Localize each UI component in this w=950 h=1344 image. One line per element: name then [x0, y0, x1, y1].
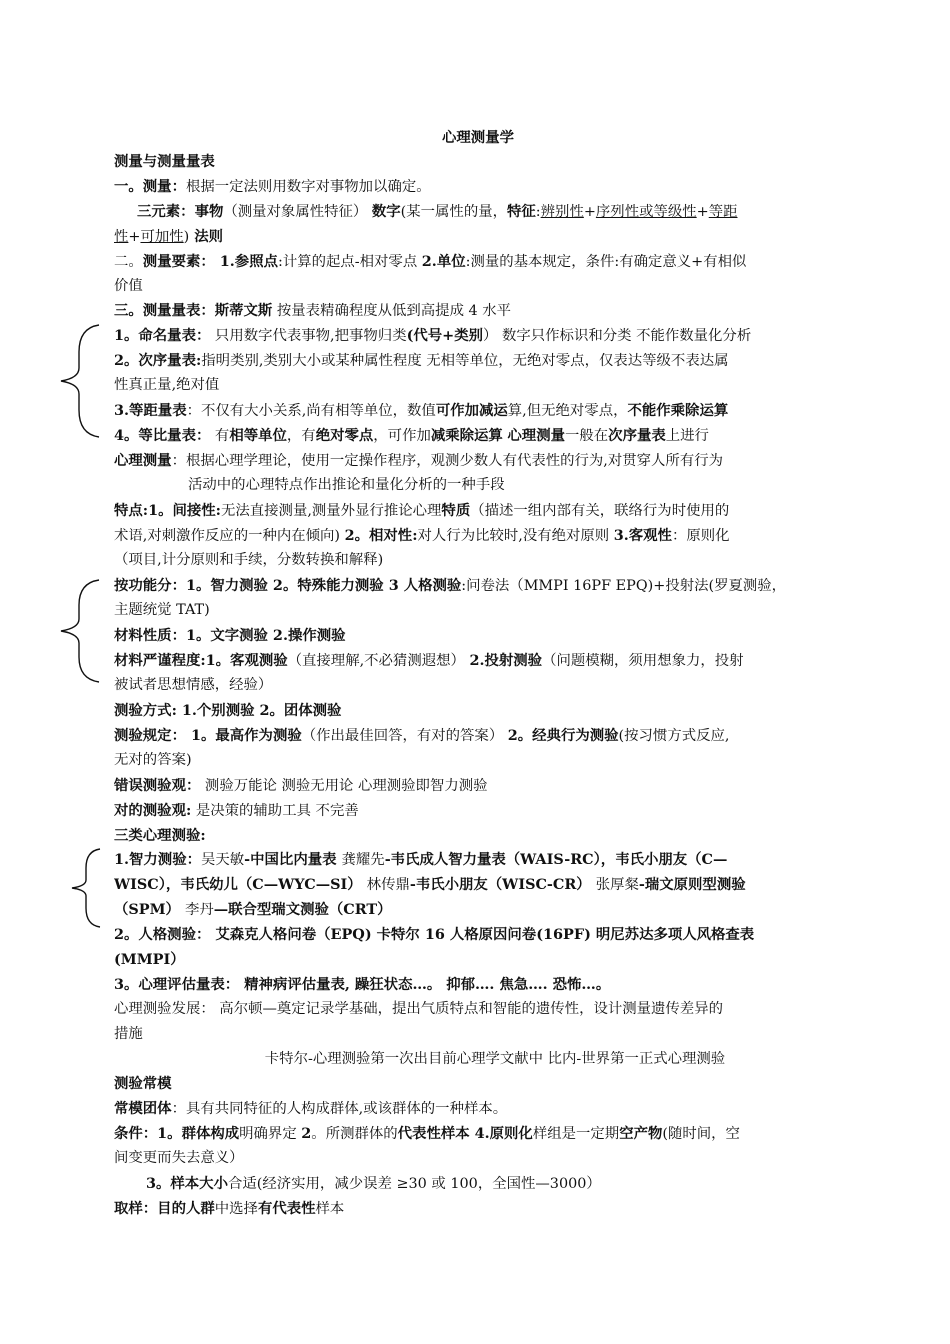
line-scales-intro: 三。测量量表：斯蒂文斯 按量表精确程度从低到高提成 4 水平: [114, 302, 512, 319]
line-intelligence-test-cont: WISC），韦氏幼儿（C—WYC—SI） 林传鼎-韦氏小朋友（WISC-CR） 张厚粲-瑞文原则型测验: [114, 876, 746, 893]
line-intelligence-test-cont-2: （SPM） 李丹—联合型瑞文测验（CRT）: [114, 901, 392, 918]
line-intelligence-test: 1.智力测验：吴天敏-中国比内量表 龚耀先-韦氏成人智力量表（WAIS-RC），韦氏小朋友（C—: [114, 851, 728, 868]
line-by-function-cont: 主题统觉 TAT): [114, 602, 210, 618]
line-test-mode: 测验方式: 1.个别测验 2。团体测验: [114, 702, 342, 719]
line-interval-scale: 3.等距量表：不仅有大小关系,尚有相等单位，数值可作加减运算,但无绝对零点，不能作乘除运算: [114, 402, 729, 419]
line-features: 特点:1。间接性:无法直接测量,测量外显行推论心理特质（描述一组内部有关，联络行为时使用的: [114, 502, 730, 519]
line-ratio-scale: 4。等比量表： 有相等单位，有绝对零点，可作加减乘除运算 心理测量一般在次序量表上进行: [114, 427, 709, 444]
line-cattell-binet: 卡特尔-心理测验第一次出目前心理学文献中 比内-世界第一正式心理测验: [264, 1051, 726, 1067]
line-personality-test: 2。人格测验： 艾森克人格问卷（EPQ) 卡特尔 16 人格原因问卷(16PF) 明尼苏达多项人风格查表: [114, 926, 755, 943]
line-assessment-scales: 3。心理评估量表： 精神病评估量表, 躁狂状态…。 抑郁…. 焦急…. 恐怖…。: [114, 976, 611, 993]
line-sample-size: 3。样本大小合适(经济实用，减少误差 ≥30 或 100，全国性—3000）: [146, 1175, 601, 1192]
line-norm-group: 常模团体：具有共同特征的人构成群体,或该群体的一种样本。: [114, 1100, 508, 1117]
line-by-function: 按功能分：1。智力测验 2。特殊能力测验 3 人格测验:问卷法（MMPI 16PF EPQ)+投射法(罗夏测验，: [114, 577, 787, 594]
line-psych-measurement-def-cont: 活动中的心理特点作出推论和量化分析的一种手段: [188, 477, 505, 493]
line-conditions: 条件：1。群体构成明确界定 2。所测群体的代表性样本 4.原则化样组是一定期空产物(随时间，空: [114, 1125, 740, 1142]
brace-test-types-group: [68, 846, 104, 930]
line-material-nature: 材料性质：1。文字测验 2.操作测验: [114, 627, 346, 644]
line-test-rules-cont: 无对的答案): [114, 752, 192, 768]
line-psych-measurement-def: 心理测量：根据心理学理论，使用一定操作程序，观测少数人有代表性的行为,对贯穿人所有行为: [114, 452, 723, 469]
section-heading-norm: 测验常模: [114, 1075, 172, 1092]
line-measurement-definition: 一。测量：根据一定法则用数字对事物加以确定。: [114, 178, 431, 195]
line-material-strictness-cont: 被试者思想情感，经验）: [114, 677, 273, 693]
line-conditions-cont: 间变更而失去意义）: [114, 1150, 244, 1166]
line-right-view: 对的测验观: 是决策的辅助工具 不完善: [114, 802, 359, 819]
line-three-elements-cont: 性+可加性) 法则: [114, 228, 224, 245]
line-material-strictness: 材料严谨程度:1。客观测验（直接理解,不必猜测遐想） 2.投射测验（问题模糊，须用想象力，投射: [114, 652, 744, 669]
line-test-rules: 测验规定： 1。最高作为测验（作出最佳回答，有对的答案） 2。经典行为测验(按习惯方式反应,: [114, 727, 730, 744]
line-wrong-view: 错误测验观： 测验万能论 测验无用论 心理测验即智力测验: [114, 777, 488, 794]
line-nominal-scale: 1。命名量表： 只用数字代表事物,把事物归类(代号+类别） 数字只作标识和分类 不能作数量化分析: [114, 327, 752, 344]
page-title: 心理测量学: [442, 129, 514, 146]
line-test-development: 心理测验发展： 高尔顿—奠定记录学基础，提出气质特点和智能的遗传性，设计测量遗传差异的: [114, 1001, 723, 1017]
line-three-tests: 三类心理测验:: [114, 827, 206, 844]
line-test-development-cont: 措施: [114, 1026, 143, 1042]
brace-classification-group: [55, 577, 105, 685]
line-measurement-factors-cont: 价值: [114, 278, 143, 294]
line-measurement-factors: 二。测量要素： 1.参照点:计算的起点-相对零点 2.单位:测量的基本规定，条件:有确定意义+有相似: [114, 253, 747, 270]
section-heading-measurement: 测量与测量量表: [114, 153, 215, 170]
line-ordinal-scale: 2。次序量表:指明类别,类别大小或某种属性程度 无相等单位，无绝对零点，仅表达等级不表达属: [114, 352, 729, 369]
line-ordinal-scale-cont: 性真正量,绝对值: [114, 377, 220, 393]
line-personality-test-cont: (MMPI）: [114, 951, 185, 968]
line-features-cont: 术语,对刺激作反应的一种内在倾向) 2。相对性:对人行为比较时,没有绝对原则 3.客观性：原则化: [114, 527, 730, 544]
line-three-elements: 三元素：事物（测量对象属性特征） 数字(某一属性的量，特征:辨别性+序列性或等级性+等距: [137, 203, 738, 220]
brace-scale-group: [55, 322, 105, 440]
line-features-cont-2: （项目,计分原则和手续，分数转换和解释): [114, 552, 384, 568]
line-sampling: 取样：目的人群中选择有代表性样本: [114, 1200, 345, 1217]
